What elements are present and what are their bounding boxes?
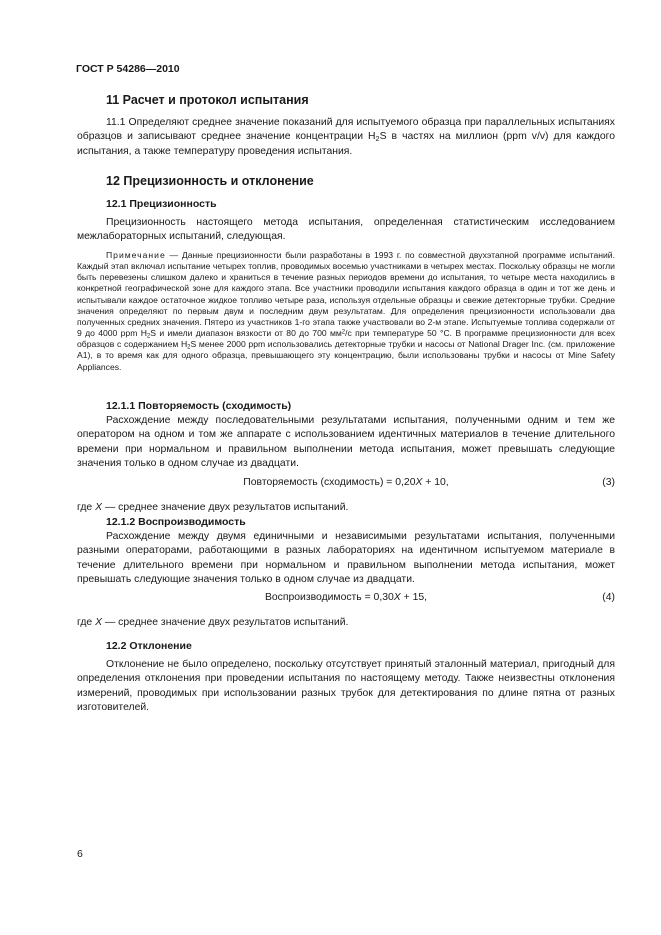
section-11-title: 11 Расчет и протокол испытания	[106, 93, 309, 107]
paragraph-reproducibility: Расхождение между двумя единичными и независимыми результатами испытания, полученными разными операторами, работающими в разных лабораториях на идентичном испытуемом материале в течение длительного времени при нормальном и правильном выполнении метода испытания, может превышать следующие значения только в одном случае из двадцати.	[77, 531, 615, 586]
document-code: ГОСТ Р 54286—2010	[76, 63, 180, 75]
paragraph-repeatability: Расхождение между последовательными результатами испытания, полученными одним и тем же оператором на одном и том же аппарате с использованием идентичных материалов в течение длительного времени при нормальном и правильном выполнении метода испытания, может превышать следующие значения только в одном случае из двадцати.	[77, 415, 615, 470]
section-12-title: 12 Прецизионность и отклонение	[106, 174, 314, 188]
section-12-2-title: 12.2 Отклонение	[106, 640, 192, 652]
section-12-1-2-title: 12.1.2 Воспроизводимость	[106, 516, 246, 528]
paragraph-11-1: 11.1 Определяют среднее значение показаний для испытуемого образца при параллельных испытаниях образцов и записывают среднее значение концентрации $H_2S$ в частях на миллион (ppm v/v) для каждого испытания, а также температуру проведения испытания.	[77, 117, 615, 157]
where-x-definition: где X — среднее значение двух результатов испытаний.	[77, 502, 349, 513]
where-x-definition-2: где X — среднее значение двух результатов испытаний.	[77, 617, 349, 628]
section-12-1-title: 12.1 Прецизионность	[106, 198, 217, 210]
paragraph-bias: Отклонение не было определено, поскольку отсутствует принятый эталонный материал, пригодный для определения отклонения при проведении испытания по настоящему методу. Также неизвестны отклонения измерений, проводимых при использовании разных трубок для детектирования по длине пятна от разных изготовителей.	[77, 659, 615, 714]
formula-number-3: (3)	[602, 477, 615, 488]
section-12-1-1-title: 12.1.1 Повторяемость (сходимость)	[106, 400, 292, 412]
page-number: 6	[77, 848, 83, 860]
paragraph-precision-intro: Прецизионность настоящего метода испытания, определенная статистическим исследованием межлабораторных испытаний, следующая.	[77, 217, 615, 243]
formula-number-4: (4)	[602, 592, 615, 603]
precision-note: Примечание — Данные прецизионности были разработаны в 1993 г. по совместной двухэтапной программе испытаний. Каждый этап включал испытание четырех топлив, проводимых восемью участниками в четырех местах. Поскольку образцы не могли быть перевезены слишком далеко и храниться в течение разных периодов времени до испытания, то четыре места находились в конкретной географической зоне для каждого этапа. Все участники проводили испытания каждого образца в один и тот же день и испытывали каждое остаточное жидкое топливо четыре раза, используя отдельные образцы и свежие детекторные трубки. Средние значения определяют по первым двум и последним двум результатам. Для определения прецизионности использовали два полученных средних значения. Пятеро из участников 1-го этапа также участвовали во 2-м этапе. Испытуемые топлива содержали от 9 до 4000 ppm $H_2S$ и имели диапазон вязкости от 80 до 700 $мм^2/с$ при температуре 50 °С. В программе прецизионности для всех образцов с содержанием $H_2S$ менее 2000 ppm использовались детекторные трубки и насосы от National Drager Inc. (см. приложение А1), в то время как для одного образца, превышающего эту концентрацию, были использованы трубки и насосы от Mine Safety Appliances.	[77, 250, 616, 372]
